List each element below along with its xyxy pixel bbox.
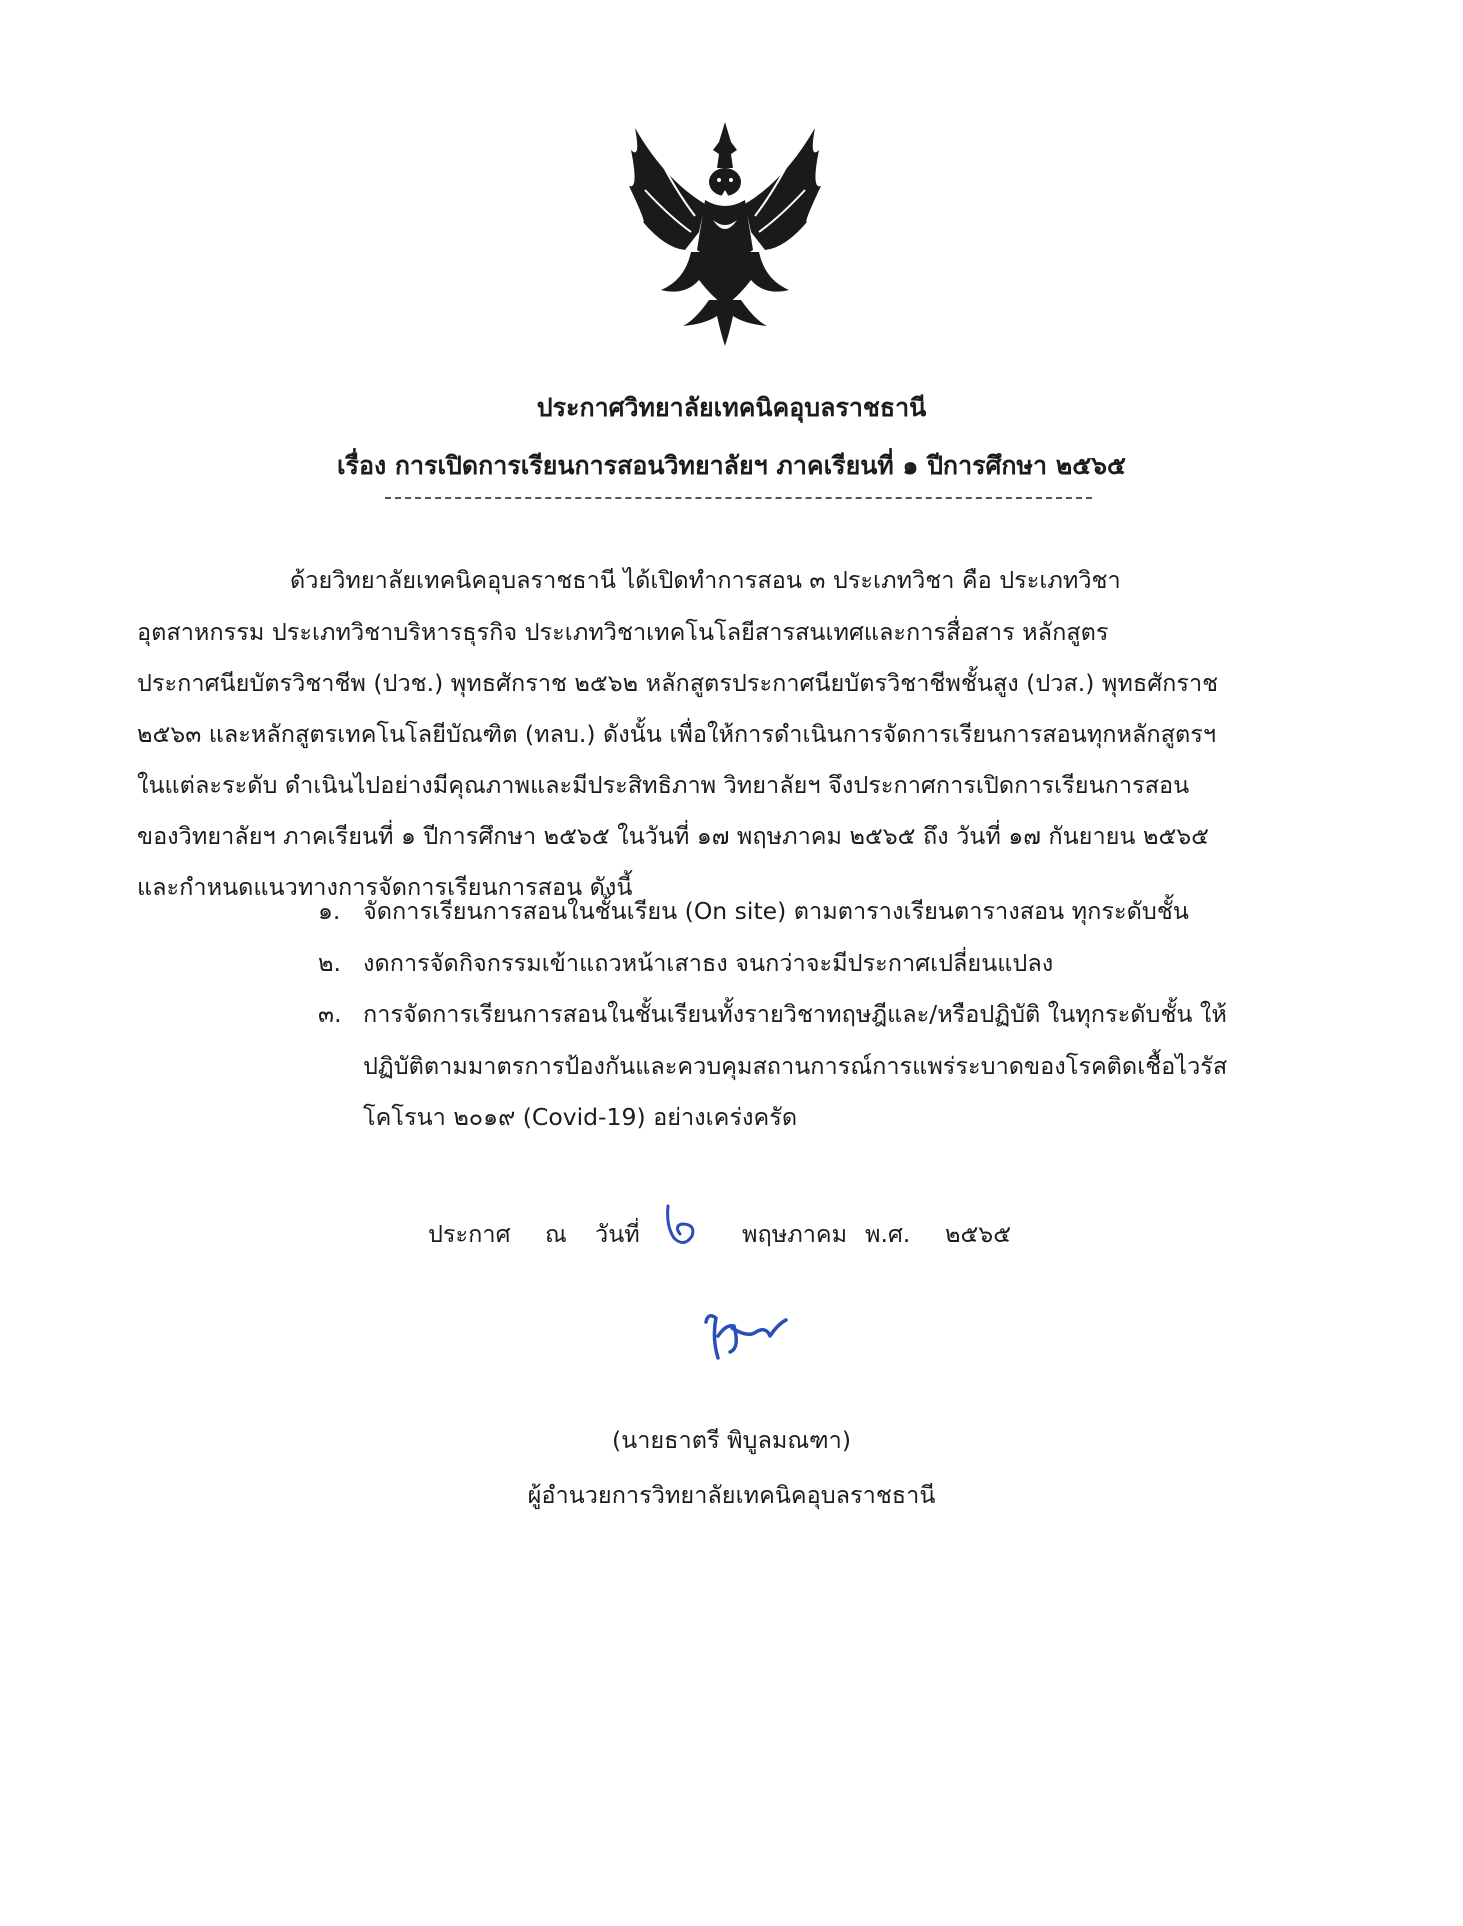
signature-icon <box>700 1308 790 1368</box>
announce-year: ๒๕๖๕ <box>945 1220 1011 1248</box>
announce-label: ประกาศ <box>428 1220 511 1248</box>
announce-at: ณ <box>545 1220 567 1248</box>
announce-era: พ.ศ. <box>865 1220 911 1248</box>
garuda-emblem-icon <box>625 120 825 350</box>
body-line-1: ด้วยวิทยาลัยเทคนิคอุบลราชธานี ได้เปิดทำการสอน ๓ ประเภทวิชา คือ ประเภทวิชา <box>290 566 1121 594</box>
body-line-6: ของวิทยาลัยฯ ภาคเรียนที่ ๑ ปีการศึกษา ๒๕๖๕ ในวันที่ ๑๗ พฤษภาคม ๒๕๖๕ ถึง วันที่ ๑๗ กันยายน ๒๕๖๕ <box>137 822 1209 850</box>
dashed-divider <box>385 497 1092 499</box>
body-line-3: ประกาศนียบัตรวิชาชีพ (ปวช.) พุทธศักราช ๒๕๖๒ หลักสูตรประกาศนียบัตรวิชาชีพชั้นสูง (ปวส.) พุทธศักราช <box>137 669 1219 697</box>
list-item-1 <box>318 893 1189 930</box>
body-line-5: ในแต่ละระดับ ดำเนินไปอย่างมีคุณภาพและมีประสิทธิภาพ วิทยาลัยฯ จึงประกาศการเปิดการเรียนการสอน <box>137 771 1190 799</box>
signatory-title: ผู้อำนวยการวิทยาลัยเทคนิคอุบลราชธานี <box>527 1481 936 1509</box>
list-item-text: การจัดการเรียนการสอนในชั้นเรียนทั้งรายวิชาทฤษฎีและ/หรือปฏิบัติ ในทุกระดับชั้น ให้ <box>363 1000 1227 1028</box>
body-line-7: และกำหนดแนวทางการจัดการเรียนการสอน ดังนี้ <box>137 873 633 901</box>
announcement-title: ประกาศวิทยาลัยเทคนิคอุบลราชธานี <box>536 393 927 422</box>
body-line-2: อุตสาหกรรม ประเภทวิชาบริหารธุรกิจ ประเภทวิชาเทคโนโลยีสารสนเทศและการสื่อสาร หลักสูตร <box>137 618 1109 646</box>
body-line-4: ๒๕๖๓ และหลักสูตรเทคโนโลยีบัณฑิต (ทลบ.) ดังนั้น เพื่อให้การดำเนินการจัดการเรียนการสอนทุกหลักสูตรฯ <box>137 720 1217 748</box>
signatory-name: (นายธาตรี พิบูลมณฑา) <box>611 1426 852 1454</box>
handwritten-day <box>662 1200 702 1250</box>
list-item-3-line-2: ปฏิบัติตามมาตรการป้องกันและควบคุมสถานการณ์การแพร่ระบาดของโรคติดเชื้อไวรัส <box>363 1052 1228 1080</box>
list-item-number: ๒. <box>318 949 341 977</box>
announcement-subject: เรื่อง การเปิดการเรียนการสอนวิทยาลัยฯ ภาคเรียนที่ ๑ ปีการศึกษา ๒๕๖๕ <box>337 451 1126 480</box>
list-item-3-line-3: โคโรนา ๒๐๑๙ (Covid-19) อย่างเคร่งครัด <box>363 1103 798 1131</box>
list-item-number: ๑. <box>318 897 341 925</box>
announce-month: พฤษภาคม <box>742 1220 848 1248</box>
list-item-3 <box>318 996 1227 1033</box>
list-item-text: งดการจัดกิจกรรมเข้าแถวหน้าเสาธง จนกว่าจะมีประกาศเปลี่ยนแปลง <box>363 949 1054 977</box>
list-item-number: ๓. <box>318 1000 342 1028</box>
list-item-2 <box>318 945 1053 982</box>
list-item-text: จัดการเรียนการสอนในชั้นเรียน (On site) ตามตารางเรียนตารางสอน ทุกระดับชั้น <box>363 897 1189 925</box>
announce-day-label: วันที่ <box>595 1220 640 1248</box>
